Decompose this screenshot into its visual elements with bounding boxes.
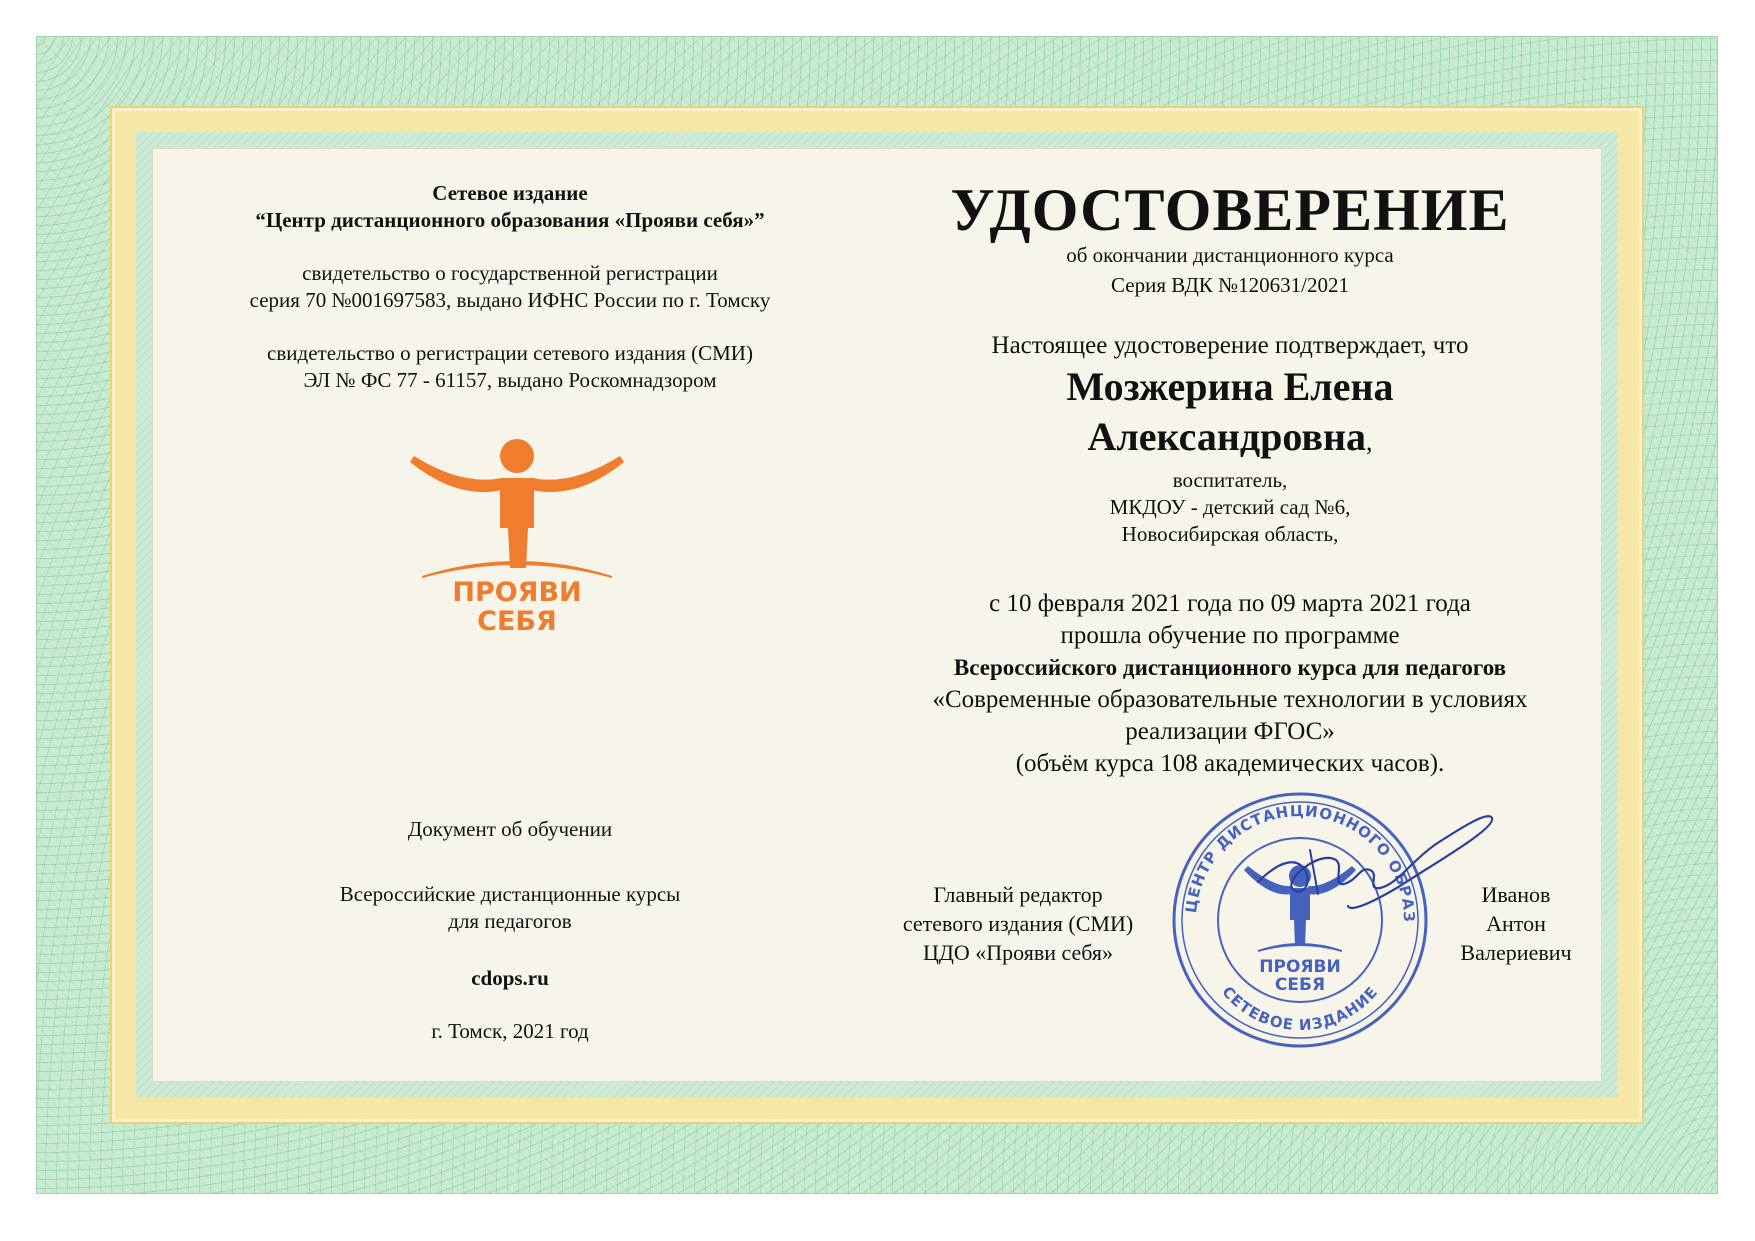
logo-text-line2: СЕБЯ xyxy=(477,606,557,637)
recipient-name-line2 xyxy=(880,412,1580,467)
media-registration-line1: свидетельство о регистрации сетевого издания (СМИ) xyxy=(267,341,753,365)
courses-line1: Всероссийские дистанционные курсы xyxy=(339,882,681,906)
recipient-patronymic: Александровна xyxy=(1087,414,1367,459)
logo-text-line1: ПРОЯВИ xyxy=(452,577,582,608)
certificate-title: УДОСТОВЕРЕНИЕ xyxy=(950,177,1510,243)
publisher-block xyxy=(180,180,840,394)
media-registration-line2: ЭЛ № ФС 77 - 61157, выдано Роскомнадзором xyxy=(303,368,717,392)
left-footer xyxy=(180,816,840,1045)
signatory-role xyxy=(888,880,1148,967)
website: cdops.ru xyxy=(471,966,549,990)
recipient-region: Новосибирская область, xyxy=(1121,522,1339,546)
name-comma: , xyxy=(1366,427,1373,456)
certificate-body xyxy=(880,177,1580,780)
courses-line2: для педагогов xyxy=(448,909,572,933)
recipient-name-line1: Мозжерина Елена xyxy=(1066,364,1394,409)
confirmation-text: Настоящее удостоверение подтверждает, что xyxy=(991,332,1469,359)
publisher-name: “Центр дистанционного образования «Прояви себя»” xyxy=(255,208,765,232)
state-registration-line1: свидетельство о государственной регистрации xyxy=(302,261,718,285)
program-type: Всероссийского дистанционного курса для педагогов xyxy=(953,655,1507,680)
person-icon xyxy=(402,428,632,578)
stamp-bottom-text: СЕТЕВОЕ ИЗДАНИЕ xyxy=(1218,982,1382,1035)
stamp-logo-line2: СЕБЯ xyxy=(1274,975,1326,995)
signatory-role-line1: Главный редактор xyxy=(933,882,1103,907)
program-name-line2: реализации ФГОС» xyxy=(1125,718,1335,745)
training-period: с 10 февраля 2021 года по 09 марта 2021 года xyxy=(989,590,1471,617)
certificate-subtitle: об окончании дистанционного курса xyxy=(1066,243,1394,267)
proyavi-sebya-logo xyxy=(402,428,632,658)
state-registration-line2: серия 70 №001697583, выдано ИФНС России по г. Томску xyxy=(249,288,771,312)
recipient-organization: МКДОУ - детский сад №6, xyxy=(1109,495,1351,519)
certificate-series: Серия ВДК №120631/2021 xyxy=(1111,273,1349,297)
document-type: Документ об обучении xyxy=(407,817,613,841)
course-hours: (объём курса 108 академических часов). xyxy=(1015,750,1445,777)
signatory-role-line3: ЦДО «Прояви себя» xyxy=(922,940,1114,965)
training-statement: прошла обучение по программе xyxy=(1060,622,1400,649)
program-name-line1: «Современные образовательные технологии в условиях xyxy=(932,686,1528,713)
signatory-patronymic: Валериевич xyxy=(1460,940,1572,965)
recipient-position: воспитатель, xyxy=(1172,468,1288,492)
stamp-ring-text: ЦЕНТР ДИСТАНЦИОННОГО ОБРАЗ xyxy=(1182,801,1419,924)
signatory-role-line2: сетевого издания (СМИ) xyxy=(902,911,1134,936)
signatory-first-name: Антон xyxy=(1486,911,1546,936)
handwritten-signature xyxy=(1240,790,1500,930)
signatory-surname: Иванов xyxy=(1481,882,1551,907)
place-year: г. Томск, 2021 год xyxy=(431,1019,589,1043)
stamp-logo-line1: ПРОЯВИ xyxy=(1259,957,1341,977)
publisher-type: Сетевое издание xyxy=(432,181,588,205)
